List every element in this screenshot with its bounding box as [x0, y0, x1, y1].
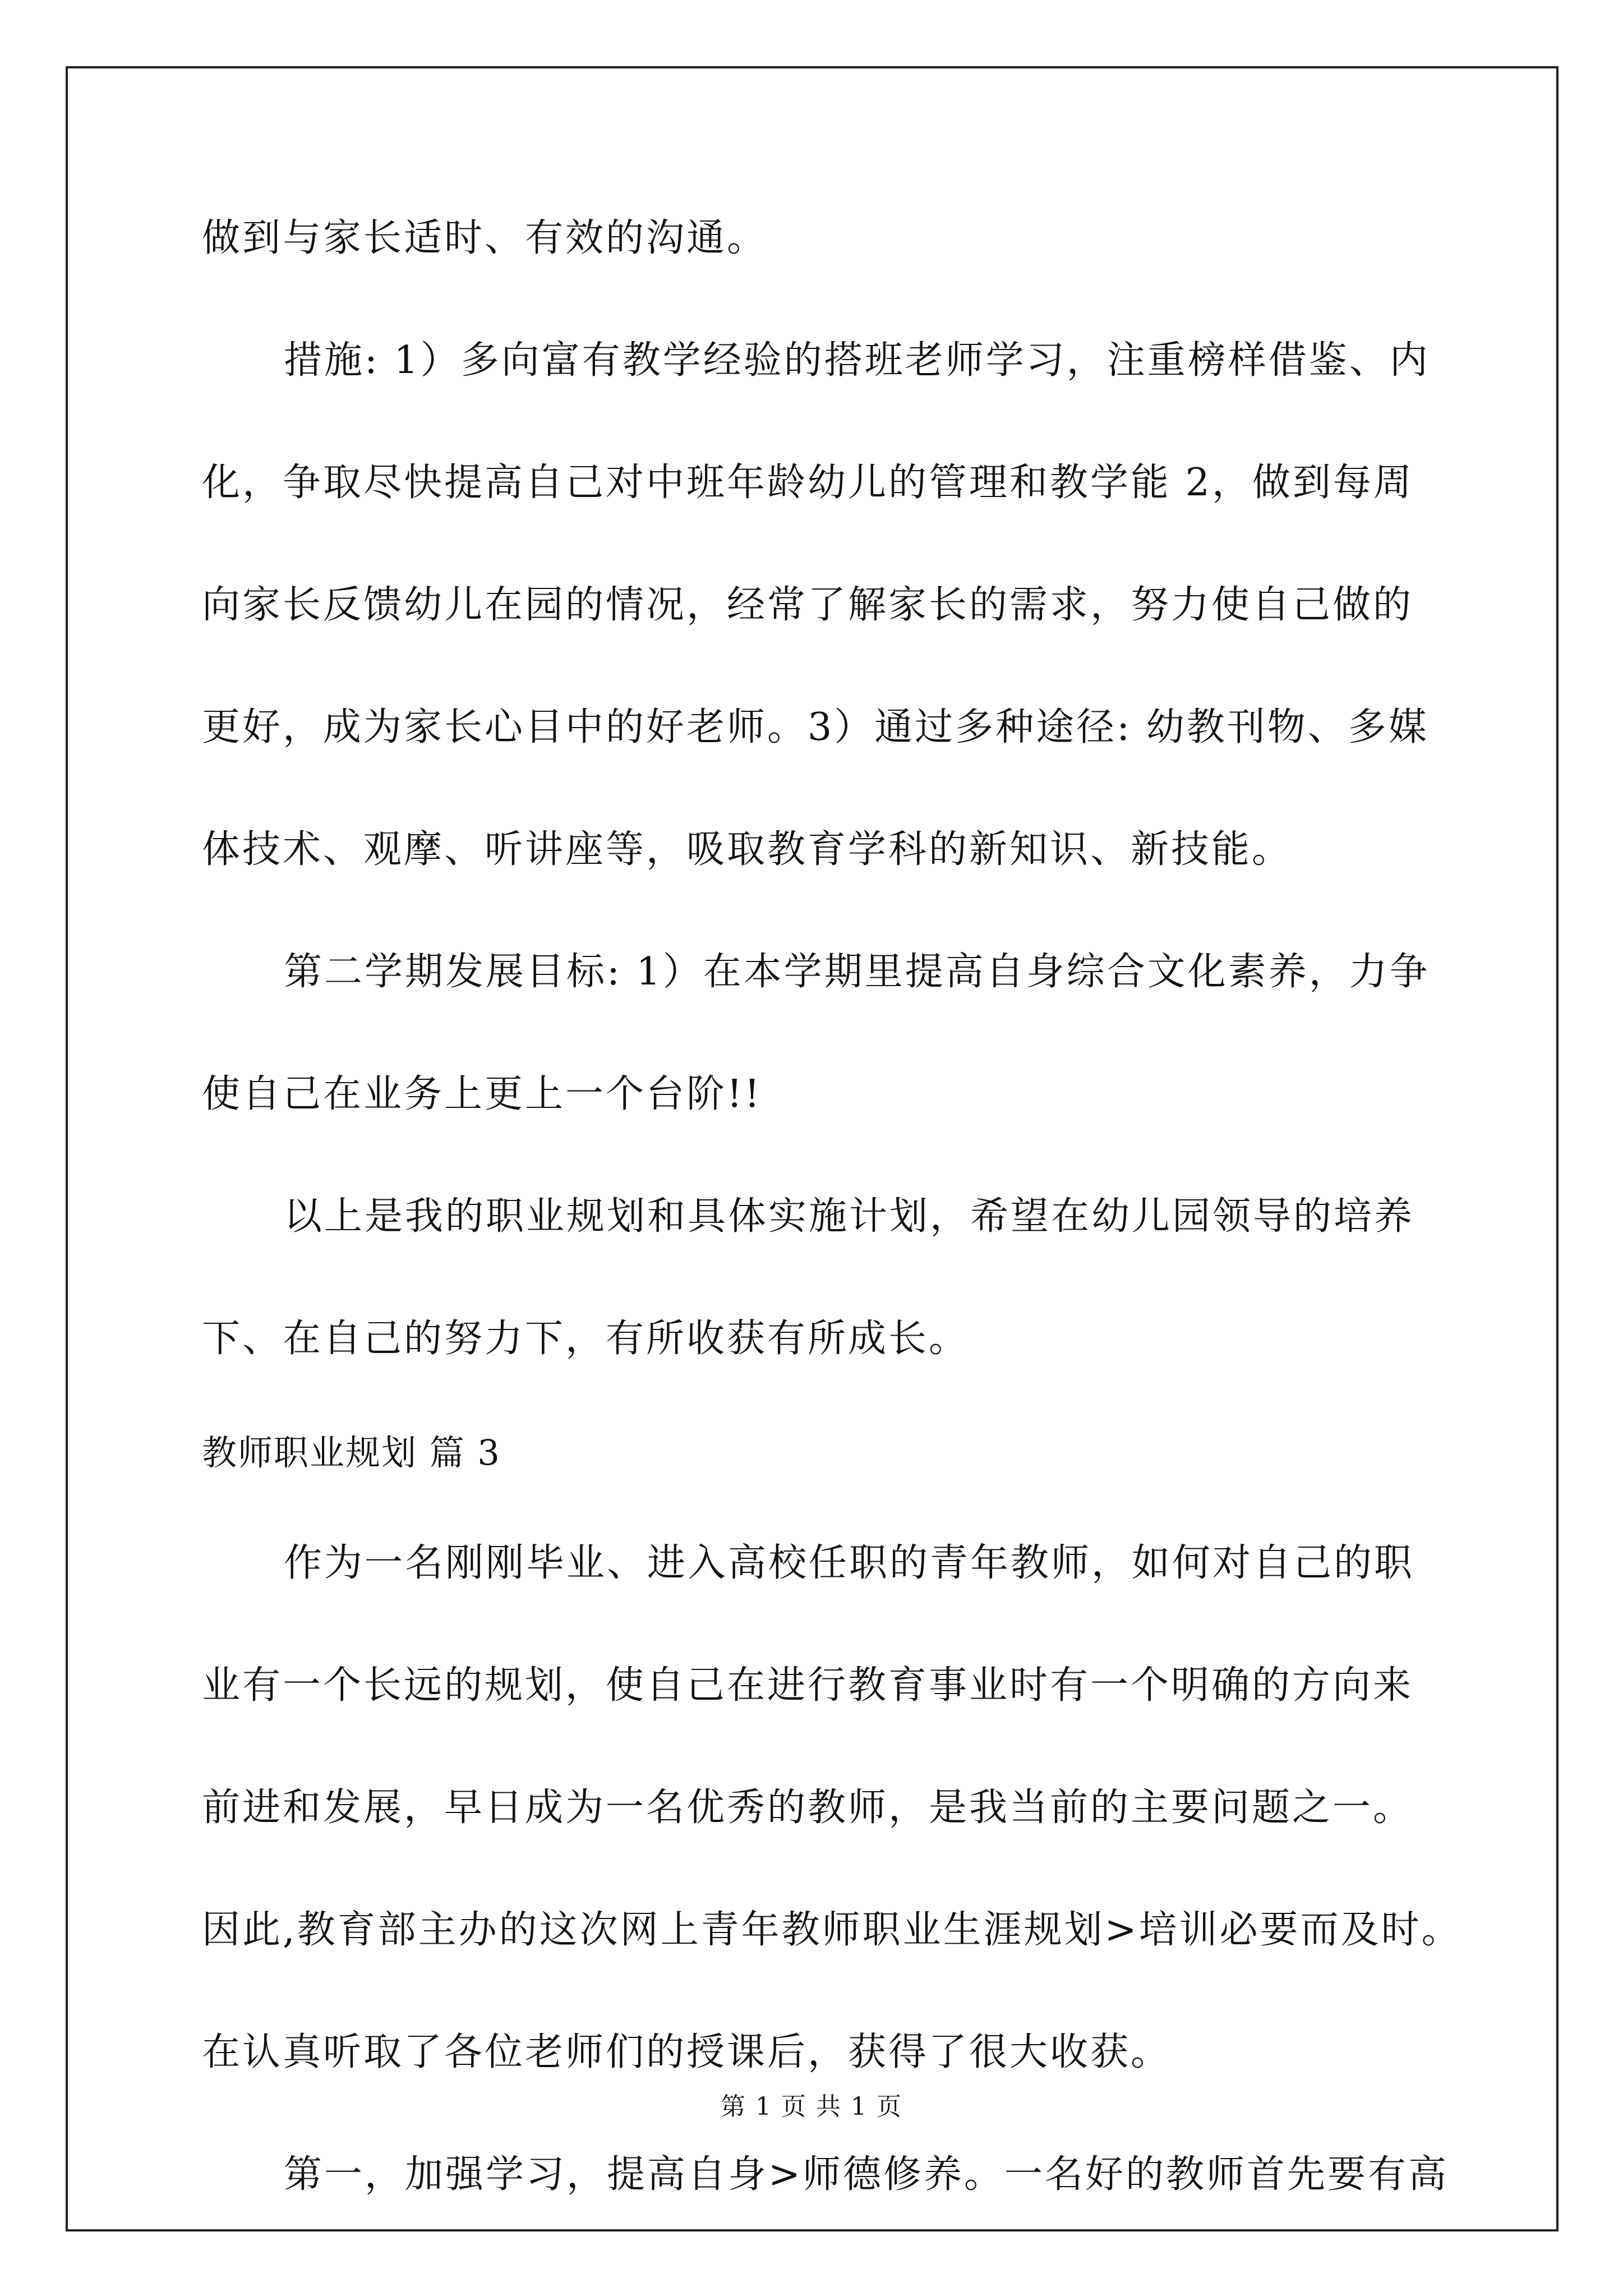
paragraph-1-line-1: 做到与家长适时、有效的沟通。 — [202, 216, 768, 260]
paragraph-4-line-1: 以上是我的职业规划和具体实施计划，希望在幼儿园领导的培养 — [284, 1194, 1415, 1239]
paragraph-2-line-4: 更好，成为家长心目中的好老师。3）通过多种途径: 幼教刊物、多媒 — [202, 705, 1429, 749]
paragraph-2-line-2: 化，争取尽快提高自己对中班年龄幼儿的管理和教学能 2，做到每周 — [202, 461, 1414, 505]
paragraph-5-line-4: 因此,教育部主办的这次网上青年教师职业生涯规划>培训必要而及时。 — [202, 1908, 1462, 1952]
paragraph-3-line-2: 使自己在业务上更上一个台阶!! — [202, 1072, 762, 1116]
paragraph-5-line-5: 在认真听取了各位老师们的授课后，获得了很大收获。 — [202, 2030, 1172, 2074]
paragraph-5-line-3: 前进和发展，早日成为一名优秀的教师，是我当前的主要问题之一。 — [202, 1786, 1414, 1830]
paragraph-4-line-2: 下、在自己的努力下，有所收获有所成长。 — [202, 1317, 970, 1361]
paragraph-3-line-1: 第二学期发展目标: 1）在本学期里提高自身综合文化素养，力争 — [284, 950, 1430, 994]
paragraph-5-line-2: 业有一个长远的规划，使自己在进行教育事业时有一个明确的方向来 — [202, 1663, 1414, 1708]
paragraph-2-line-5: 体技术、观摩、听讲座等，吸取教育学科的新知识、新技能。 — [202, 827, 1293, 872]
paragraph-5-line-1: 作为一名刚刚毕业、进入高校任职的青年教师，如何对自己的职 — [284, 1541, 1415, 1585]
paragraph-2-line-1: 措施: 1）多向富有教学经验的搭班老师学习，注重榜样借鉴、内 — [284, 338, 1430, 383]
paragraph-6-line-1: 第一，加强学习，提高自身>师德修养。一名好的教师首先要有高 — [284, 2152, 1449, 2197]
page-footer: 第 1 页 共 1 页 — [721, 2092, 902, 2121]
section-heading: 教师职业规划 篇 3 — [202, 1432, 501, 1473]
paragraph-2-line-3: 向家长反馈幼儿在园的情况，经常了解家长的需求，努力使自己做的 — [202, 583, 1414, 627]
